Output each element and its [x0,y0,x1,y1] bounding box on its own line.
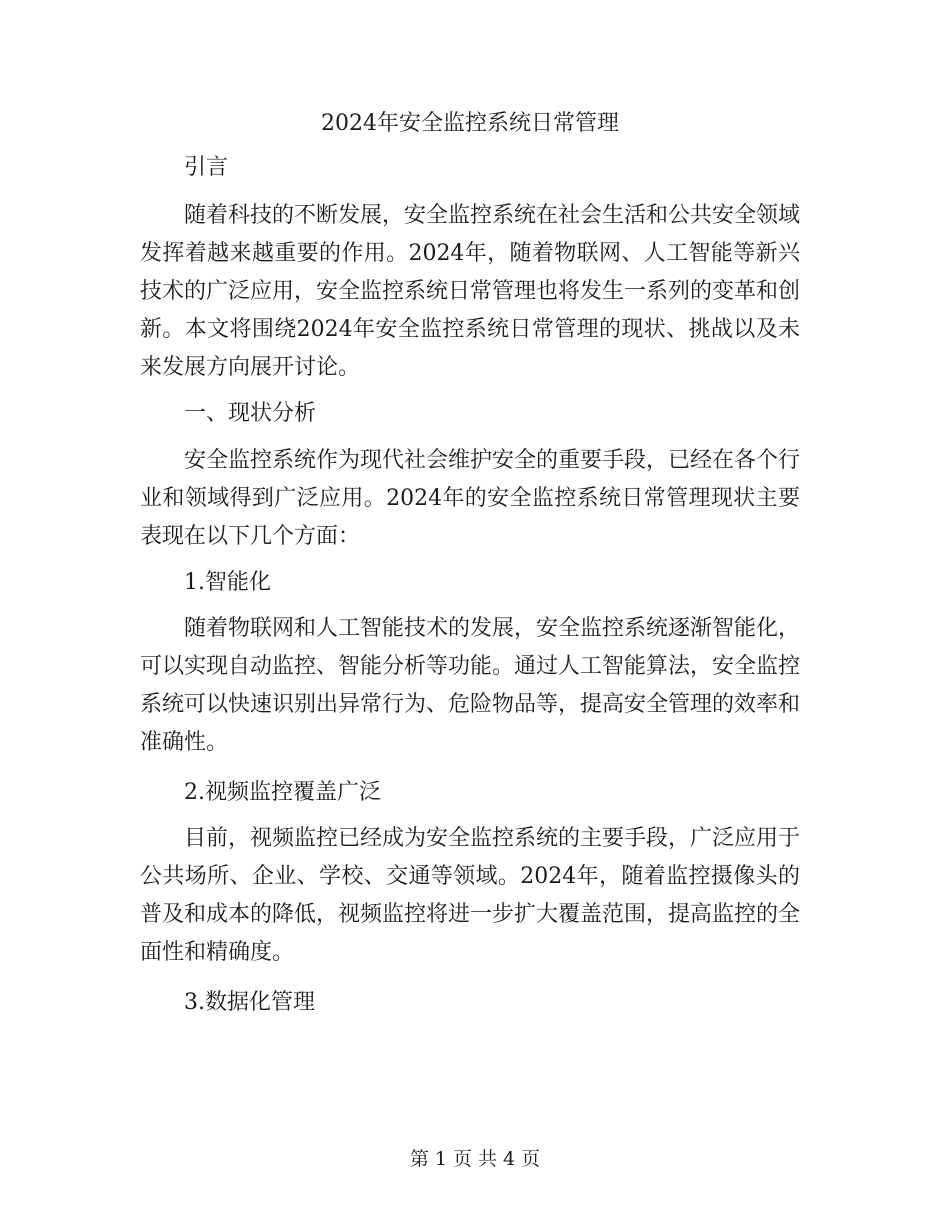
paragraph-intelligence: 随着物联网和人工智能技术的发展，安全监控系统逐渐智能化，可以实现自动监控、智能分析等功能。通过人工智能算法，安全监控系统可以快速识别出异常行为、危险物品等，提高安全管理的效率和准确性。 [140,616,801,755]
subheading-video-coverage: 2.视频监控覆盖广泛 [184,780,381,805]
page-footer: 第 1 页 共 4 页 [409,1148,541,1170]
section-heading-status-analysis: 一、现状分析 [184,401,317,426]
subheading-data-management: 3.数据化管理 [184,990,315,1015]
paragraph-video-coverage: 目前，视频监控已经成为安全监控系统的主要手段，广泛应用于公共场所、企业、学校、交通等领域。2024年，随着监控摄像头的普及和成本的降低，视频监控将进一步扩大覆盖范围，提高监控的全面性和精确度。 [140,826,801,965]
paragraph-status-analysis: 安全监控系统作为现代社会维护安全的重要手段，已经在各个行业和领域得到广泛应用。2024年的安全监控系统日常管理现状主要表现在以下几个方面： [140,448,801,549]
document-body [140,104,800,1022]
document-title: 2024年安全监控系统日常管理 [321,111,619,136]
paragraph-introduction: 随着科技的不断发展，安全监控系统在社会生活和公共安全领域发挥着越来越重要的作用。2024年，随着物联网、人工智能等新兴技术的广泛应用，安全监控系统日常管理也将发生一系列的变革和创新。本文将围绕2024年安全监控系统日常管理的现状、挑战以及未来发展方向展开讨论。 [140,203,801,380]
subheading-intelligence: 1.智能化 [184,570,271,595]
section-heading-introduction: 引言 [184,155,229,180]
